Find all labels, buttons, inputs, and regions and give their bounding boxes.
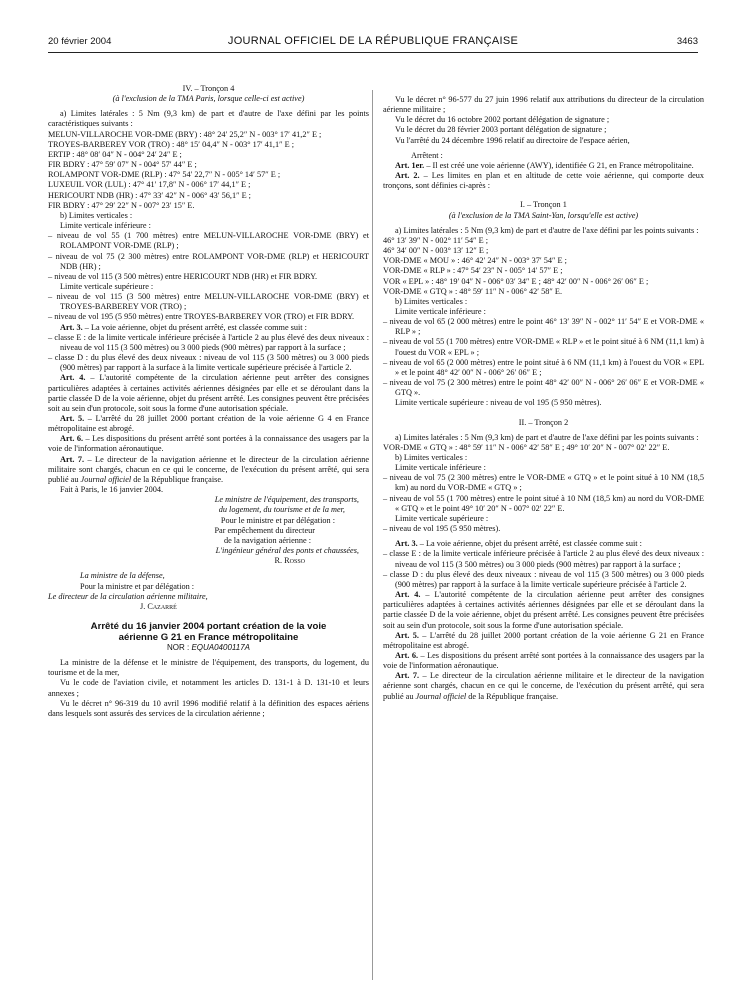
upper-limit-item: – niveau de vol 115 (3 500 mètres) entre MELUN-VILLAROCHE VOR-DME (BRY) et TROYES-BARBEREY VOR (TRO) ; xyxy=(48,292,369,312)
t2-vertical-label: b) Limites verticales : xyxy=(395,453,468,462)
lateral-limits-intro: a) Limites latérales : 5 Nm (9,3 km) de part et d'autre de l'axe défini par les points caractéristiques suivants : xyxy=(48,109,369,129)
visa-line: Vu le décret n° 96-577 du 27 juin 1996 relatif aux attributions du directeur de la circulation aérienne militaire ; xyxy=(383,95,704,115)
article-5: Art. 5. – L'arrêté du 28 juillet 2000 portant création de la voie aérienne G 4 en France métropolitaine est abrogé. xyxy=(48,414,369,434)
troncon2-title: II. – Tronçon 2 xyxy=(518,417,569,427)
journal-title: JOURNAL OFFICIEL DE LA RÉPUBLIQUE FRANÇAISE xyxy=(227,35,519,47)
waypoint: TROYES-BARBEREY VOR (TRO) : 48° 15′ 04,4″ N - 003° 17′ 41,1″ E ; xyxy=(48,139,295,149)
t2-upper-label: Limite verticale supérieure : xyxy=(395,513,489,523)
article-4: Art. 4. – L'autorité compétente de la circulation aérienne peut arrêter des consignes particulières adaptées à certaines activités aériennes désignées par elle et se déroulant dans la partie classée D de la voie aérienne, objet du présent arrêté. Les consignes peuvent être précisées soit au sein d'un protocole, soit sous la forme d'une autorisation spéciale. xyxy=(48,373,369,413)
lower-limit-item: – niveau de vol 55 (1 700 mètres) entre MELUN-VILLAROCHE VOR-DME (BRY) et ROLAMPONT VOR-DME (RLP) ; xyxy=(48,231,369,251)
page-number: 3463 xyxy=(676,36,698,47)
signature-block-defense: La ministre de la défense, Pour la ministre et par délégation : Le directeur de la circulation aérienne militaire, J. Cazarré xyxy=(48,571,369,612)
t2-lower-label: Limite verticale inférieure : xyxy=(395,463,486,473)
class-item: – classe D : du plus élevé des deux niveaux : niveau de vol 115 (3 500 mètres) ou 3 000 pieds (900 mètres) par rapport à la surface à la limite verticale supérieure précisée à l'article 2. xyxy=(383,569,704,589)
column-divider xyxy=(372,90,373,980)
page-header xyxy=(48,34,698,53)
upper-limit-item: – niveau de vol 195 (5 950 mètres) entre TROYES-BARBEREY VOR (TRO) et FIR BDRY. xyxy=(48,312,355,322)
arretent: Arrêtent : xyxy=(411,150,443,160)
waypoint: VOR-DME « RLP » : 47° 54′ 23″ N - 005° 14′ 57″ E ; xyxy=(383,266,563,276)
article-3: Art. 3. – La voie aérienne, objet du présent arrêté, est classée comme suit : xyxy=(395,539,642,549)
waypoint: FIR BDRY : 47° 59′ 07″ N - 004° 57′ 44″ E ; xyxy=(48,160,197,170)
upper-limit-label: Limite verticale supérieure : xyxy=(60,281,154,291)
waypoint: VOR-DME « GTQ » : 48° 59′ 11″ N - 006° 42′ 58″ E. xyxy=(383,286,563,296)
waypoint: VOR-DME « GTQ » : 48° 59′ 11″ N - 006° 42′ 58″ E ; 49° 10′ 20″ N - 007° 02′ 22″ E. xyxy=(383,442,670,452)
waypoint: VOR « EPL » : 48° 19′ 04″ N - 006° 03′ 34″ E ; 48° 42′ 00″ N - 006° 26′ 06″ E ; xyxy=(383,276,649,286)
lower-limit-label: Limite verticale inférieure : xyxy=(60,221,151,231)
preamble-line: La ministre de la défense et le ministre de l'équipement, des transports, du logement, du tourisme et de la mer, xyxy=(48,658,369,678)
waypoint: ERTIP : 48° 08′ 04″ N - 004° 24′ 24″ E ; xyxy=(48,149,182,159)
troncon4-subtitle: (à l'exclusion de la TMA Paris, lorsque celle-ci est active) xyxy=(112,94,305,104)
article-7: Art. 7. – Le directeur de la navigation aérienne et le directeur de la circulation aérienne militaire sont chargés, chacun en ce qui le concerne, de l'exécution du présent arrêté, qui sera publié au Journal officiel de la République française. xyxy=(48,454,369,484)
nor-reference: NOR : EQUA0400117A xyxy=(166,642,250,652)
waypoint: VOR-DME « MOU » : 46° 42′ 24″ N - 003° 37′ 54″ E ; xyxy=(383,256,567,266)
article-6: Art. 6. – Les dispositions du présent arrêté sont portées à la connaissance des usagers par la voie de l'information aéronautique. xyxy=(48,434,369,454)
lower-limit-item: – niveau de vol 115 (3 500 mètres) entre HERICOURT NDB (HR) et FIR BDRY. xyxy=(48,271,318,281)
class-item: – classe E : de la limite verticale inférieure précisée à l'article 2 au plus élevé des deux niveaux : niveau de vol 115 (3 500 mètres) ou 3 000 pieds (900 mètres) par rapport à la surface ; xyxy=(48,332,369,352)
signatory-name: J. Cazarré xyxy=(140,601,177,611)
waypoint: 46° 13′ 39″ N - 002° 11′ 54″ E ; xyxy=(383,235,488,245)
waypoint: MELUN-VILLAROCHE VOR-DME (BRY) : 48° 24′ 25,2″ N - 003° 17′ 41,2″ E ; xyxy=(48,129,322,139)
article-6: Art. 6. – Les dispositions du présent arrêté sont portées à la connaissance des usagers par la voie de l'information aéronautique. xyxy=(383,650,704,671)
t1-lower-label: Limite verticale inférieure : xyxy=(395,306,486,316)
troncon1-title: I. – Tronçon 1 xyxy=(520,200,567,210)
vertical-limits-label: b) Limites verticales : xyxy=(60,210,133,220)
waypoint: HERICOURT NDB (HR) : 47° 33′ 42″ N - 006° 43′ 56,1″ E ; xyxy=(48,190,251,200)
waypoint: 46° 34′ 00″ N - 003° 13′ 12″ E ; xyxy=(383,246,489,256)
issue-date: 20 février 2004 xyxy=(48,36,112,47)
t1-lower-item: – niveau de vol 75 (2 300 mètres) entre le point 48° 42′ 00″ N - 006° 26′ 06″ E et VOR-DME « GTQ ». xyxy=(383,378,704,398)
left-column xyxy=(48,84,369,719)
signature-block-equipment: Le ministre de l'équipement, des transports, du logement, du tourisme et de la mer, Pour le ministre et par délégation : Par empêchement du directeur de la navigation aérienne : L'ingénieur général des ponts et chaussées, R. Rosso xyxy=(48,495,369,566)
visa-line: Vu le décret du 28 février 2003 portant délégation de signature ; xyxy=(395,125,607,135)
article-3: Art. 3. – La voie aérienne, objet du présent arrêté, est classée comme suit : xyxy=(60,322,307,332)
waypoint: ROLAMPONT VOR-DME (RLP) : 47° 54′ 22,7″ N - 005° 14′ 57″ E ; xyxy=(48,170,281,180)
waypoint: LUXEUIL VOR (LUL) : 47° 41′ 17,8″ N - 006° 17′ 44,1″ E ; xyxy=(48,180,251,190)
lower-limit-item: – niveau de vol 75 (2 300 mètres) entre ROLAMPONT VOR-DME (RLP) et HERICOURT NDB (HR) ; xyxy=(48,251,369,271)
right-column xyxy=(383,95,704,702)
t1-lower-item: – niveau de vol 65 (2 000 mètres) entre le point situé à 6 NM (11,1 km) à l'ouest du VOR « EPL » et le point 48° 42′ 00″ N - 006° 26′ 06″ E ; xyxy=(383,357,704,377)
t1-upper-limit: Limite verticale supérieure : niveau de vol 195 (5 950 mètres). xyxy=(395,398,602,408)
t1-lower-item: – niveau de vol 65 (2 000 mètres) entre le point 46° 13′ 39″ N - 002° 11′ 54″ E et VOR-DME « RLP » ; xyxy=(383,317,704,337)
decree-title: Arrêté du 16 janvier 2004 portant création de la voie aérienne G 21 en France métropolitaine xyxy=(90,620,327,643)
article-4: Art. 4. – L'autorité compétente de la circulation aérienne peut arrêter des consignes particulières adaptées à certaines activités aériennes désignées par elle et se déroulant dans la partie classée D de la voie aérienne, objet du présent arrêté. Les consignes peuvent être précisées soit au sein d'un protocole, soit sous la forme d'une autorisation spéciale. xyxy=(383,590,704,630)
article-1: Art. 1er. – Il est créé une voie aérienne (AWY), identifiée G 21, en France métropolitaine. xyxy=(395,160,694,170)
signatory-name: R. Rosso xyxy=(274,556,305,566)
signature-place-date: Fait à Paris, le 16 janvier 2004. xyxy=(60,485,164,495)
article-5: Art. 5. – L'arrêté du 28 juillet 2000 portant création de la voie aérienne G 21 en France métropolitaine est abrogé. xyxy=(383,630,704,650)
troncon1-subtitle: (à l'exclusion de la TMA Saint-Yan, lorsqu'elle est active) xyxy=(448,210,639,220)
preamble-line: Vu le décret n° 96-319 du 10 avril 1996 modifié relatif à la définition des espaces aériens dans lesquels sont assurés des services de la circulation aérienne ; xyxy=(48,698,369,718)
t1-lower-item: – niveau de vol 55 (1 700 mètres) entre VOR-DME « RLP » et le point situé à 6 NM (11,1 km) à l'ouest du VOR « EPL » ; xyxy=(383,337,704,357)
waypoint: FIR BDRY : 47° 29′ 22″ N - 007° 23′ 15″ E. xyxy=(48,200,195,210)
t2-upper-item: – niveau de vol 195 (5 950 mètres). xyxy=(383,524,501,534)
waypoint-list xyxy=(48,130,369,211)
t1-lateral-intro: a) Limites latérales : 5 Nm (9,3 km) de part et d'autre de l'axe défini par les points suivants : xyxy=(395,225,699,235)
t2-lateral-intro: a) Limites latérales : 5 Nm (9,3 km) de part et d'autre de l'axe défini par les points suivants : xyxy=(395,432,699,442)
visa-line: Vu l'arrêté du 24 décembre 1996 relatif au directoire de l'espace aérien, xyxy=(395,135,630,145)
preamble-line: Vu le code de l'aviation civile, et notamment les articles D. 131-1 à D. 131-10 et leurs annexes ; xyxy=(48,678,369,698)
article-7: Art. 7. – Le directeur de la circulation aérienne militaire et le directeur de la navigation aérienne sont chargés, chacun en ce qui le concerne, de l'exécution du présent arrêté, qui sera publié au Journal officiel de la République française. xyxy=(383,671,704,701)
t2-lower-item: – niveau de vol 75 (2 300 mètres) entre le VOR-DME « GTQ » et le point situé à 10 NM (18,5 km) au nord du VOR-DME « GTQ » ; xyxy=(383,473,704,493)
class-item: – classe D : du plus élevé des deux niveaux : niveau de vol 115 (3 500 mètres) ou 3 000 pieds (900 mètres) par rapport à la surface à la limite verticale supérieure précisée à l'article 2. xyxy=(48,353,369,373)
article-2: Art. 2. – Les limites en plan et en altitude de cette voie aérienne, qui comporte deux tronçons, sont définies ci-après : xyxy=(383,171,704,191)
t1-vertical-label: b) Limites verticales : xyxy=(395,296,468,306)
t2-lower-item: – niveau de vol 55 (1 700 mètres) entre le point situé à 10 NM (18,5 km) au nord du VOR-DME « GTQ » et le point 49° 10′ 20″ N - 007° 02′ 22″ E. xyxy=(383,493,704,513)
troncon4-title: IV. – Tronçon 4 xyxy=(182,84,235,93)
visa-line: Vu le décret du 16 octobre 2002 portant délégation de signature ; xyxy=(395,115,610,125)
class-item: – classe E : de la limite verticale inférieure précisée à l'article 2 au plus élevé des deux niveaux : niveau de vol 115 (3 500 mètres) ou 3 000 pieds (900 mètres) par rapport à la surface ; xyxy=(383,549,704,569)
